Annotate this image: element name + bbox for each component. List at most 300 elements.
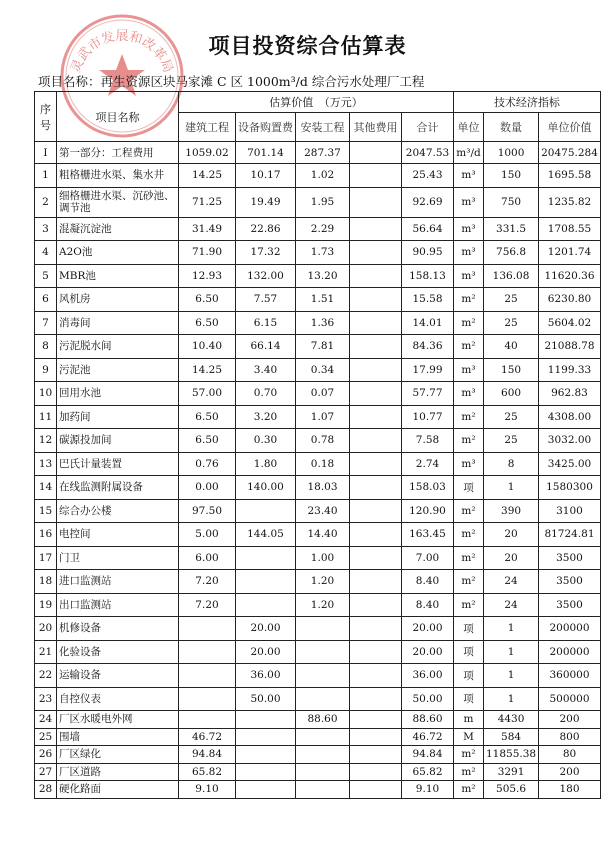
cell-total: 158.13 xyxy=(402,264,454,288)
cell-installation: 14.40 xyxy=(296,523,350,547)
cell-total: 88.60 xyxy=(402,711,454,729)
cell-seq: 20 xyxy=(35,617,57,641)
cell-equipment xyxy=(236,546,296,570)
cell-name: 污泥脱水间 xyxy=(57,335,179,359)
cell-construction: 5.00 xyxy=(179,523,236,547)
cell-seq: 1 xyxy=(35,164,57,188)
table-row xyxy=(35,358,601,382)
cell-construction: 94.84 xyxy=(179,746,236,764)
cell-unit: m² xyxy=(454,746,484,764)
cell-qty: 20 xyxy=(484,546,539,570)
cell-qty: 750 xyxy=(484,187,539,217)
cell-installation xyxy=(296,640,350,664)
table-row xyxy=(35,217,601,241)
cell-unit: m³ xyxy=(454,241,484,265)
cell-other xyxy=(350,523,402,547)
cell-other xyxy=(350,405,402,429)
cell-unit: 项 xyxy=(454,687,484,711)
cell-seq: 22 xyxy=(35,664,57,688)
cell-installation xyxy=(296,728,350,746)
cell-seq: 26 xyxy=(35,746,57,764)
cell-construction: 0.00 xyxy=(179,476,236,500)
cell-construction: 7.20 xyxy=(179,593,236,617)
cell-seq: 21 xyxy=(35,640,57,664)
cell-unit: 项 xyxy=(454,617,484,641)
cell-unit-price: 360000 xyxy=(539,664,601,688)
cell-unit-price: 1708.55 xyxy=(539,217,601,241)
cell-qty: 24 xyxy=(484,593,539,617)
cell-unit-price: 5604.02 xyxy=(539,311,601,335)
header-total: 合计 xyxy=(402,113,454,142)
cell-installation: 18.03 xyxy=(296,476,350,500)
cell-total: 57.77 xyxy=(402,382,454,406)
cell-qty: 40 xyxy=(484,335,539,359)
cell-other xyxy=(350,311,402,335)
cell-qty: 25 xyxy=(484,405,539,429)
cell-seq: 14 xyxy=(35,476,57,500)
cell-installation xyxy=(296,687,350,711)
cell-unit-price: 3032.00 xyxy=(539,429,601,453)
cell-other xyxy=(350,476,402,500)
cell-equipment xyxy=(236,570,296,594)
cell-unit-price: 20475.284 xyxy=(539,142,601,164)
cell-unit-price: 962.83 xyxy=(539,382,601,406)
cell-unit-price: 4308.00 xyxy=(539,405,601,429)
cell-installation: 88.60 xyxy=(296,711,350,729)
cell-construction: 14.25 xyxy=(179,164,236,188)
cell-unit: m² xyxy=(454,429,484,453)
cell-total: 25.43 xyxy=(402,164,454,188)
cell-other xyxy=(350,763,402,781)
cell-construction xyxy=(179,617,236,641)
cell-equipment: 140.00 xyxy=(236,476,296,500)
cell-unit-price: 1235.82 xyxy=(539,187,601,217)
cell-equipment: 701.14 xyxy=(236,142,296,164)
table-row xyxy=(35,746,601,764)
project-name-line: 项目名称：再生资源区块马家滩 C 区 1000m³/d 综合污水处理厂工程 xyxy=(38,74,425,89)
cell-unit: m² xyxy=(454,405,484,429)
cell-construction xyxy=(179,687,236,711)
cell-equipment: 17.32 xyxy=(236,241,296,265)
table-row xyxy=(35,664,601,688)
cell-equipment: 10.17 xyxy=(236,164,296,188)
cell-total: 46.72 xyxy=(402,728,454,746)
cell-qty: 25 xyxy=(484,288,539,312)
cell-other xyxy=(350,164,402,188)
cell-equipment: 0.30 xyxy=(236,429,296,453)
cell-equipment: 50.00 xyxy=(236,687,296,711)
table-row xyxy=(35,264,601,288)
cell-equipment: 22.86 xyxy=(236,217,296,241)
cell-unit: m² xyxy=(454,763,484,781)
cell-qty: 1 xyxy=(484,664,539,688)
cell-unit-price: 3500 xyxy=(539,593,601,617)
cell-total: 50.00 xyxy=(402,687,454,711)
cell-seq: 25 xyxy=(35,728,57,746)
cell-installation: 0.18 xyxy=(296,452,350,476)
cell-seq: 27 xyxy=(35,763,57,781)
table-row xyxy=(35,142,601,164)
cell-installation: 2.29 xyxy=(296,217,350,241)
cell-name: 电控间 xyxy=(57,523,179,547)
cell-installation xyxy=(296,664,350,688)
cell-name: 在线监测附属设备 xyxy=(57,476,179,500)
cell-seq: 28 xyxy=(35,781,57,799)
cell-installation xyxy=(296,781,350,799)
table-row xyxy=(35,311,601,335)
cell-seq: 23 xyxy=(35,687,57,711)
cell-qty: 584 xyxy=(484,728,539,746)
header-installation: 安装工程 xyxy=(296,113,350,142)
cell-name: 硬化路面 xyxy=(57,781,179,799)
cell-qty: 150 xyxy=(484,358,539,382)
cell-construction xyxy=(179,664,236,688)
cell-qty: 1000 xyxy=(484,142,539,164)
cell-construction: 14.25 xyxy=(179,358,236,382)
cell-total: 158.03 xyxy=(402,476,454,500)
cell-name: 消毒间 xyxy=(57,311,179,335)
cell-equipment xyxy=(236,746,296,764)
table-row xyxy=(35,499,601,523)
table-row xyxy=(35,728,601,746)
cell-qty: 20 xyxy=(484,523,539,547)
cell-unit: 项 xyxy=(454,664,484,688)
cell-other xyxy=(350,241,402,265)
cell-name: 第一部分：工程费用 xyxy=(57,142,179,164)
cell-name: 门卫 xyxy=(57,546,179,570)
estimate-table-body xyxy=(35,142,601,799)
header-seq: 序号 xyxy=(35,92,57,142)
cell-total: 10.77 xyxy=(402,405,454,429)
cell-total: 36.00 xyxy=(402,664,454,688)
table-row xyxy=(35,711,601,729)
cell-seq: 3 xyxy=(35,217,57,241)
cell-other xyxy=(350,728,402,746)
cell-construction: 57.00 xyxy=(179,382,236,406)
cell-equipment: 36.00 xyxy=(236,664,296,688)
cell-name: 厂区绿化 xyxy=(57,746,179,764)
cell-qty: 390 xyxy=(484,499,539,523)
cell-total: 20.00 xyxy=(402,640,454,664)
cell-construction: 97.50 xyxy=(179,499,236,523)
header-tech: 技术经济指标 xyxy=(454,92,601,113)
table-row xyxy=(35,523,601,547)
cell-installation: 1.20 xyxy=(296,570,350,594)
table-row xyxy=(35,781,601,799)
cell-name: 自控仪表 xyxy=(57,687,179,711)
table-row xyxy=(35,429,601,453)
cell-installation: 0.07 xyxy=(296,382,350,406)
cell-seq: 9 xyxy=(35,358,57,382)
cell-total: 2.74 xyxy=(402,452,454,476)
header-name: 项目名称 xyxy=(57,92,179,142)
cell-seq: 6 xyxy=(35,288,57,312)
cell-seq: 7 xyxy=(35,311,57,335)
header-estimate: 估算价值 （万元） xyxy=(179,92,454,113)
cell-name: 综合办公楼 xyxy=(57,499,179,523)
cell-unit-price: 1695.58 xyxy=(539,164,601,188)
cell-installation: 13.20 xyxy=(296,264,350,288)
cell-total: 15.58 xyxy=(402,288,454,312)
cell-name: 细格栅进水渠、沉砂池、调节池 xyxy=(57,187,179,217)
cell-unit: m³ xyxy=(454,382,484,406)
cell-unit: m³ xyxy=(454,358,484,382)
cell-unit-price: 1201.74 xyxy=(539,241,601,265)
cell-unit-price: 3500 xyxy=(539,546,601,570)
cell-unit: m³/d xyxy=(454,142,484,164)
table-row xyxy=(35,288,601,312)
cell-total: 7.00 xyxy=(402,546,454,570)
cell-construction: 71.25 xyxy=(179,187,236,217)
cell-name: 厂区水暖电外网 xyxy=(57,711,179,729)
cell-total: 94.84 xyxy=(402,746,454,764)
cell-seq: 15 xyxy=(35,499,57,523)
cell-qty: 1 xyxy=(484,476,539,500)
cell-name: 进口监测站 xyxy=(57,570,179,594)
cell-installation: 1.20 xyxy=(296,593,350,617)
cell-unit: m² xyxy=(454,781,484,799)
cell-equipment xyxy=(236,711,296,729)
cell-qty: 150 xyxy=(484,164,539,188)
cell-seq: Ⅰ xyxy=(35,142,57,164)
cell-qty: 1 xyxy=(484,640,539,664)
cell-total: 120.90 xyxy=(402,499,454,523)
table-row xyxy=(35,164,601,188)
cell-unit: m² xyxy=(454,593,484,617)
cell-unit: m³ xyxy=(454,452,484,476)
cell-name: 巴氏计量装置 xyxy=(57,452,179,476)
cell-installation: 1.51 xyxy=(296,288,350,312)
cell-equipment xyxy=(236,781,296,799)
cell-installation: 23.40 xyxy=(296,499,350,523)
cell-construction: 6.50 xyxy=(179,311,236,335)
cell-total: 92.69 xyxy=(402,187,454,217)
cell-qty: 136.08 xyxy=(484,264,539,288)
cell-construction: 0.76 xyxy=(179,452,236,476)
cell-other xyxy=(350,664,402,688)
cell-unit: m² xyxy=(454,311,484,335)
cell-installation: 1.07 xyxy=(296,405,350,429)
cell-other xyxy=(350,288,402,312)
cell-other xyxy=(350,546,402,570)
cell-unit: 项 xyxy=(454,476,484,500)
cell-total: 90.95 xyxy=(402,241,454,265)
cell-name: 机修设备 xyxy=(57,617,179,641)
cell-total: 8.40 xyxy=(402,570,454,594)
cell-seq: 17 xyxy=(35,546,57,570)
cell-construction xyxy=(179,640,236,664)
cell-construction: 1059.02 xyxy=(179,142,236,164)
table-row xyxy=(35,452,601,476)
table-row xyxy=(35,241,601,265)
cell-construction xyxy=(179,711,236,729)
cell-equipment: 20.00 xyxy=(236,640,296,664)
cell-other xyxy=(350,382,402,406)
cell-construction: 12.93 xyxy=(179,264,236,288)
cell-other xyxy=(350,640,402,664)
cell-equipment: 19.49 xyxy=(236,187,296,217)
cell-unit: m² xyxy=(454,523,484,547)
cell-construction: 71.90 xyxy=(179,241,236,265)
cell-name: 粗格栅进水渠、集水井 xyxy=(57,164,179,188)
header-other: 其他费用 xyxy=(350,113,402,142)
cell-qty: 505.6 xyxy=(484,781,539,799)
cell-other xyxy=(350,452,402,476)
cell-equipment: 144.05 xyxy=(236,523,296,547)
cell-unit-price: 200 xyxy=(539,763,601,781)
cell-installation xyxy=(296,617,350,641)
cell-name: 出口监测站 xyxy=(57,593,179,617)
cell-equipment: 20.00 xyxy=(236,617,296,641)
cell-unit-price: 180 xyxy=(539,781,601,799)
cell-total: 20.00 xyxy=(402,617,454,641)
cell-installation: 1.73 xyxy=(296,241,350,265)
cell-equipment: 3.40 xyxy=(236,358,296,382)
cell-seq: 4 xyxy=(35,241,57,265)
cell-total: 56.64 xyxy=(402,217,454,241)
cell-name: 围墙 xyxy=(57,728,179,746)
cell-unit: m² xyxy=(454,546,484,570)
cell-equipment xyxy=(236,763,296,781)
document-title: 项目投资综合估算表 xyxy=(208,33,407,58)
cell-other xyxy=(350,187,402,217)
cell-qty: 25 xyxy=(484,429,539,453)
cell-unit-price: 500000 xyxy=(539,687,601,711)
header-qty: 数量 xyxy=(484,113,539,142)
cell-other xyxy=(350,358,402,382)
cell-unit-price: 3425.00 xyxy=(539,452,601,476)
table-row xyxy=(35,187,601,217)
cell-other xyxy=(350,217,402,241)
cell-total: 163.45 xyxy=(402,523,454,547)
cell-unit: 项 xyxy=(454,640,484,664)
cell-seq: 16 xyxy=(35,523,57,547)
cell-construction: 6.50 xyxy=(179,288,236,312)
cell-seq: 12 xyxy=(35,429,57,453)
table-row xyxy=(35,763,601,781)
cell-construction: 46.72 xyxy=(179,728,236,746)
estimate-table xyxy=(34,91,601,799)
cell-name: 化验设备 xyxy=(57,640,179,664)
cell-equipment xyxy=(236,499,296,523)
cell-unit-price: 81724.81 xyxy=(539,523,601,547)
cell-construction: 6.50 xyxy=(179,405,236,429)
cell-other xyxy=(350,711,402,729)
cell-installation: 7.81 xyxy=(296,335,350,359)
cell-unit: m³ xyxy=(454,264,484,288)
table-row xyxy=(35,335,601,359)
cell-name: 混凝沉淀池 xyxy=(57,217,179,241)
cell-qty: 11855.38 xyxy=(484,746,539,764)
cell-installation: 1.95 xyxy=(296,187,350,217)
cell-qty: 756.8 xyxy=(484,241,539,265)
table-row xyxy=(35,617,601,641)
cell-name: A2O池 xyxy=(57,241,179,265)
cell-seq: 18 xyxy=(35,570,57,594)
cell-name: 厂区道路 xyxy=(57,763,179,781)
cell-name: MBR池 xyxy=(57,264,179,288)
cell-qty: 1 xyxy=(484,687,539,711)
cell-unit-price: 6230.80 xyxy=(539,288,601,312)
cell-other xyxy=(350,264,402,288)
cell-qty: 1 xyxy=(484,617,539,641)
table-row xyxy=(35,687,601,711)
cell-unit: m² xyxy=(454,499,484,523)
cell-unit-price: 80 xyxy=(539,746,601,764)
cell-total: 8.40 xyxy=(402,593,454,617)
cell-equipment: 1.80 xyxy=(236,452,296,476)
cell-other xyxy=(350,570,402,594)
cell-qty: 24 xyxy=(484,570,539,594)
table-row xyxy=(35,405,601,429)
cell-construction: 31.49 xyxy=(179,217,236,241)
cell-equipment xyxy=(236,593,296,617)
cell-other xyxy=(350,142,402,164)
cell-qty: 8 xyxy=(484,452,539,476)
cell-construction: 6.00 xyxy=(179,546,236,570)
cell-unit-price: 200 xyxy=(539,711,601,729)
cell-unit: m³ xyxy=(454,217,484,241)
cell-unit-price: 21088.78 xyxy=(539,335,601,359)
cell-other xyxy=(350,687,402,711)
cell-qty: 331.5 xyxy=(484,217,539,241)
table-row xyxy=(35,382,601,406)
cell-qty: 600 xyxy=(484,382,539,406)
cell-unit: m² xyxy=(454,288,484,312)
cell-total: 9.10 xyxy=(402,781,454,799)
header-unit-price: 单位价值 xyxy=(539,113,601,142)
cell-unit: m³ xyxy=(454,164,484,188)
cell-construction: 9.10 xyxy=(179,781,236,799)
cell-construction: 10.40 xyxy=(179,335,236,359)
cell-unit: M xyxy=(454,728,484,746)
cell-equipment xyxy=(236,728,296,746)
cell-seq: 24 xyxy=(35,711,57,729)
cell-total: 7.58 xyxy=(402,429,454,453)
cell-qty: 25 xyxy=(484,311,539,335)
cell-equipment: 3.20 xyxy=(236,405,296,429)
cell-unit-price: 3100 xyxy=(539,499,601,523)
cell-other xyxy=(350,429,402,453)
cell-seq: 19 xyxy=(35,593,57,617)
cell-unit: m³ xyxy=(454,187,484,217)
cell-installation: 0.34 xyxy=(296,358,350,382)
cell-name: 回用水池 xyxy=(57,382,179,406)
cell-installation xyxy=(296,746,350,764)
cell-seq: 2 xyxy=(35,187,57,217)
svg-text:灵武市发展和改革局: 灵武市发展和改革局 xyxy=(68,28,176,75)
cell-equipment: 7.57 xyxy=(236,288,296,312)
cell-unit: m² xyxy=(454,335,484,359)
cell-unit-price: 3500 xyxy=(539,570,601,594)
cell-other xyxy=(350,781,402,799)
cell-unit-price: 1199.33 xyxy=(539,358,601,382)
cell-unit-price: 200000 xyxy=(539,617,601,641)
cell-unit-price: 1580300 xyxy=(539,476,601,500)
cell-unit-price: 200000 xyxy=(539,640,601,664)
table-row xyxy=(35,593,601,617)
cell-construction: 7.20 xyxy=(179,570,236,594)
cell-installation: 287.37 xyxy=(296,142,350,164)
cell-installation: 1.00 xyxy=(296,546,350,570)
cell-unit-price: 11620.36 xyxy=(539,264,601,288)
cell-name: 碳源投加间 xyxy=(57,429,179,453)
cell-unit: m² xyxy=(454,570,484,594)
cell-seq: 13 xyxy=(35,452,57,476)
cell-installation: 1.36 xyxy=(296,311,350,335)
cell-equipment: 132.00 xyxy=(236,264,296,288)
cell-total: 65.82 xyxy=(402,763,454,781)
